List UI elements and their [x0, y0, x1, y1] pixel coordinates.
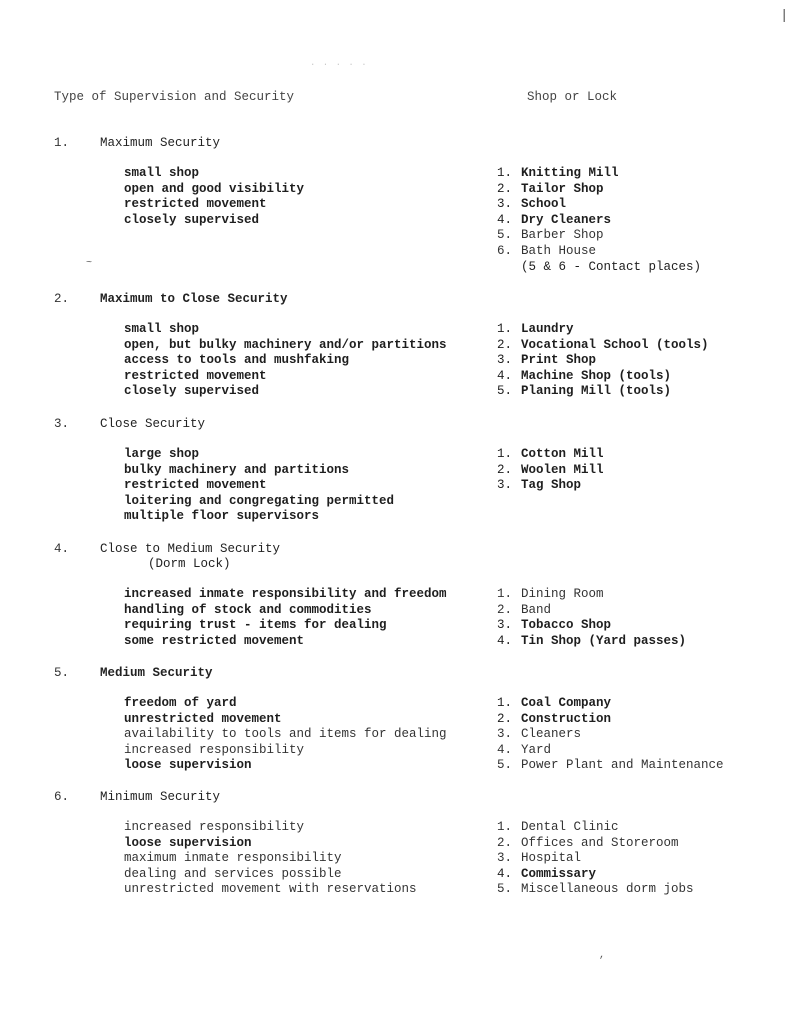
characteristic-item: small shop: [124, 322, 200, 336]
shop-name: Offices and Storeroom: [521, 835, 679, 850]
shop-item: [497, 166, 701, 182]
shop-item: [497, 836, 694, 852]
shop-name: School: [521, 197, 567, 212]
characteristic-item: dealing and services possible: [124, 866, 342, 881]
section-1-number: 1.: [54, 136, 70, 150]
shop-item: [497, 228, 701, 244]
characteristic-item: some restricted movement: [124, 633, 305, 648]
shop-item: [497, 712, 724, 728]
shop-note: (5 & 6 - Contact places): [521, 259, 702, 274]
shop-number: 2.: [497, 181, 513, 196]
shop-item: [497, 463, 604, 479]
shop-name: Band: [521, 602, 552, 617]
section-5-shops: [497, 696, 724, 774]
shop-item: [497, 820, 694, 836]
characteristic-item: small shop: [124, 166, 200, 180]
faint-header-text: · · · · ·: [310, 60, 368, 70]
characteristic-item: loose supervision: [124, 758, 252, 773]
characteristic-item: unrestricted movement with reservations: [124, 882, 417, 897]
shop-item: [497, 244, 701, 260]
shop-number: 5.: [497, 882, 513, 897]
section-4-shops: [497, 587, 686, 649]
shop-item: [497, 758, 724, 774]
shop-item: [497, 353, 709, 369]
shop-number: 2.: [497, 462, 513, 477]
shop-item: [497, 478, 604, 494]
shop-name: Laundry: [521, 322, 574, 336]
section-6-shops: [497, 820, 694, 898]
shop-item: [497, 384, 709, 400]
characteristic-item: restricted movement: [124, 197, 267, 212]
shop-name: Construction: [521, 711, 612, 726]
shop-number: 4.: [497, 368, 513, 383]
shop-number: 3.: [497, 618, 513, 633]
characteristic-item: increased responsibility: [124, 742, 305, 757]
shop-number: 3.: [497, 353, 513, 368]
shop-item: [497, 618, 686, 634]
shop-item: [497, 447, 604, 463]
characteristic-item: requiring trust - items for dealing: [124, 618, 387, 633]
shop-number: 1.: [497, 587, 513, 601]
shop-number: 4.: [497, 212, 513, 227]
section-5-characteristics: [124, 696, 447, 774]
shop-number: 4.: [497, 633, 513, 648]
scan-mark: ,: [599, 950, 606, 961]
shop-number: 2.: [497, 337, 513, 352]
shop-number: 4.: [497, 866, 513, 881]
shop-name: Tag Shop: [521, 478, 582, 493]
shop-name: Hospital: [521, 851, 582, 866]
shop-name: Dry Cleaners: [521, 212, 612, 227]
characteristic-item: loitering and congregating permitted: [124, 493, 395, 508]
shop-name: Power Plant and Maintenance: [521, 758, 724, 773]
shop-item: [497, 634, 686, 650]
shop-item: [497, 727, 724, 743]
shop-number: 1.: [497, 322, 513, 336]
shop-number: 2.: [497, 602, 513, 617]
section-2-title: Maximum to Close Security: [100, 292, 288, 306]
shop-name: Dining Room: [521, 587, 604, 601]
shop-name: Machine Shop (tools): [521, 368, 672, 383]
shop-name: Commissary: [521, 866, 597, 881]
shop-number: 5.: [497, 384, 513, 399]
characteristic-item: increased inmate responsibility and freedom: [124, 587, 447, 601]
shop-name: Barber Shop: [521, 228, 604, 243]
section-3-characteristics: [124, 447, 394, 525]
shop-item: [497, 587, 686, 603]
shop-name: Bath House: [521, 243, 597, 258]
section-3-title: Close Security: [100, 417, 206, 431]
characteristic-item: open and good visibility: [124, 181, 305, 196]
column-header-shop: Shop or Lock: [527, 90, 618, 104]
shop-name: Knitting Mill: [521, 166, 619, 180]
section-1-shops: [497, 166, 701, 275]
section-2-shops: [497, 322, 709, 400]
shop-name: Miscellaneous dorm jobs: [521, 882, 694, 897]
shop-name: Yard: [521, 742, 552, 757]
shop-number: 4.: [497, 742, 513, 757]
shop-number: 2.: [497, 835, 513, 850]
shop-item: [497, 369, 709, 385]
shop-number: 3.: [497, 478, 513, 493]
scan-mark: |: [780, 8, 788, 24]
section-4-subtitle: (Dorm Lock): [148, 557, 231, 571]
shop-number: 1.: [497, 166, 513, 180]
shop-number: 1.: [497, 696, 513, 710]
shop-item: [497, 182, 701, 198]
shop-name: Print Shop: [521, 353, 597, 368]
characteristic-item: restricted movement: [124, 478, 267, 493]
shop-item: [497, 603, 686, 619]
characteristic-item: open, but bulky machinery and/or partitions: [124, 337, 447, 352]
section-4-title: Close to Medium Security: [100, 542, 281, 556]
characteristic-item: increased responsibility: [124, 820, 305, 834]
section-3-shops: [497, 447, 604, 494]
characteristic-item: multiple floor supervisors: [124, 509, 320, 524]
section-4-characteristics: [124, 587, 447, 649]
column-header-supervision: Type of Supervision and Security: [54, 90, 295, 104]
characteristic-item: freedom of yard: [124, 696, 237, 710]
section-6-number: 6.: [54, 790, 70, 804]
shop-number: 5.: [497, 228, 513, 243]
shop-number: 6.: [497, 243, 513, 258]
shop-name: Coal Company: [521, 696, 612, 710]
section-2-characteristics: [124, 322, 447, 400]
shop-name: Vocational School (tools): [521, 337, 709, 352]
characteristic-item: restricted movement: [124, 368, 267, 383]
shop-name: Woolen Mill: [521, 462, 604, 477]
shop-name: Tin Shop (Yard passes): [521, 633, 687, 648]
shop-name: Cleaners: [521, 727, 582, 742]
shop-item: [497, 743, 724, 759]
section-5-title: Medium Security: [100, 666, 213, 680]
shop-name: Dental Clinic: [521, 820, 619, 834]
characteristic-item: unrestricted movement: [124, 711, 282, 726]
scan-mark: ~: [86, 258, 93, 269]
shop-item: [497, 867, 694, 883]
shop-number: 1.: [497, 820, 513, 834]
characteristic-item: maximum inmate responsibility: [124, 851, 342, 866]
section-6-characteristics: [124, 820, 417, 898]
characteristic-item: bulky machinery and partitions: [124, 462, 350, 477]
section-1-characteristics: [124, 166, 304, 228]
shop-number: 3.: [497, 197, 513, 212]
characteristic-item: large shop: [124, 447, 200, 461]
shop-name: Planing Mill (tools): [521, 384, 672, 399]
section-4-number: 4.: [54, 542, 70, 556]
shop-name: Cotton Mill: [521, 447, 604, 461]
shop-item: [497, 851, 694, 867]
shop-number: 3.: [497, 727, 513, 742]
shop-item: [497, 213, 701, 229]
section-3-number: 3.: [54, 417, 70, 431]
shop-item: [497, 338, 709, 354]
shop-item: [497, 197, 701, 213]
section-5-number: 5.: [54, 666, 70, 680]
shop-item: [497, 696, 724, 712]
section-6-title: Minimum Security: [100, 790, 221, 804]
shop-item: [497, 322, 709, 338]
shop-item: [497, 882, 694, 898]
shop-name: Tailor Shop: [521, 181, 604, 196]
shop-number: 3.: [497, 851, 513, 866]
characteristic-item: closely supervised: [124, 384, 260, 399]
characteristic-item: access to tools and mushfaking: [124, 353, 350, 368]
characteristic-item: handling of stock and commodities: [124, 602, 372, 617]
shop-number: 5.: [497, 758, 513, 773]
characteristic-item: closely supervised: [124, 212, 260, 227]
section-1-title: Maximum Security: [100, 136, 221, 150]
characteristic-item: loose supervision: [124, 835, 252, 850]
characteristic-item: availability to tools and items for dealing: [124, 727, 447, 742]
shop-number: 1.: [497, 447, 513, 461]
shop-number: 2.: [497, 711, 513, 726]
shop-name: Tobacco Shop: [521, 618, 612, 633]
section-2-number: 2.: [54, 292, 70, 306]
